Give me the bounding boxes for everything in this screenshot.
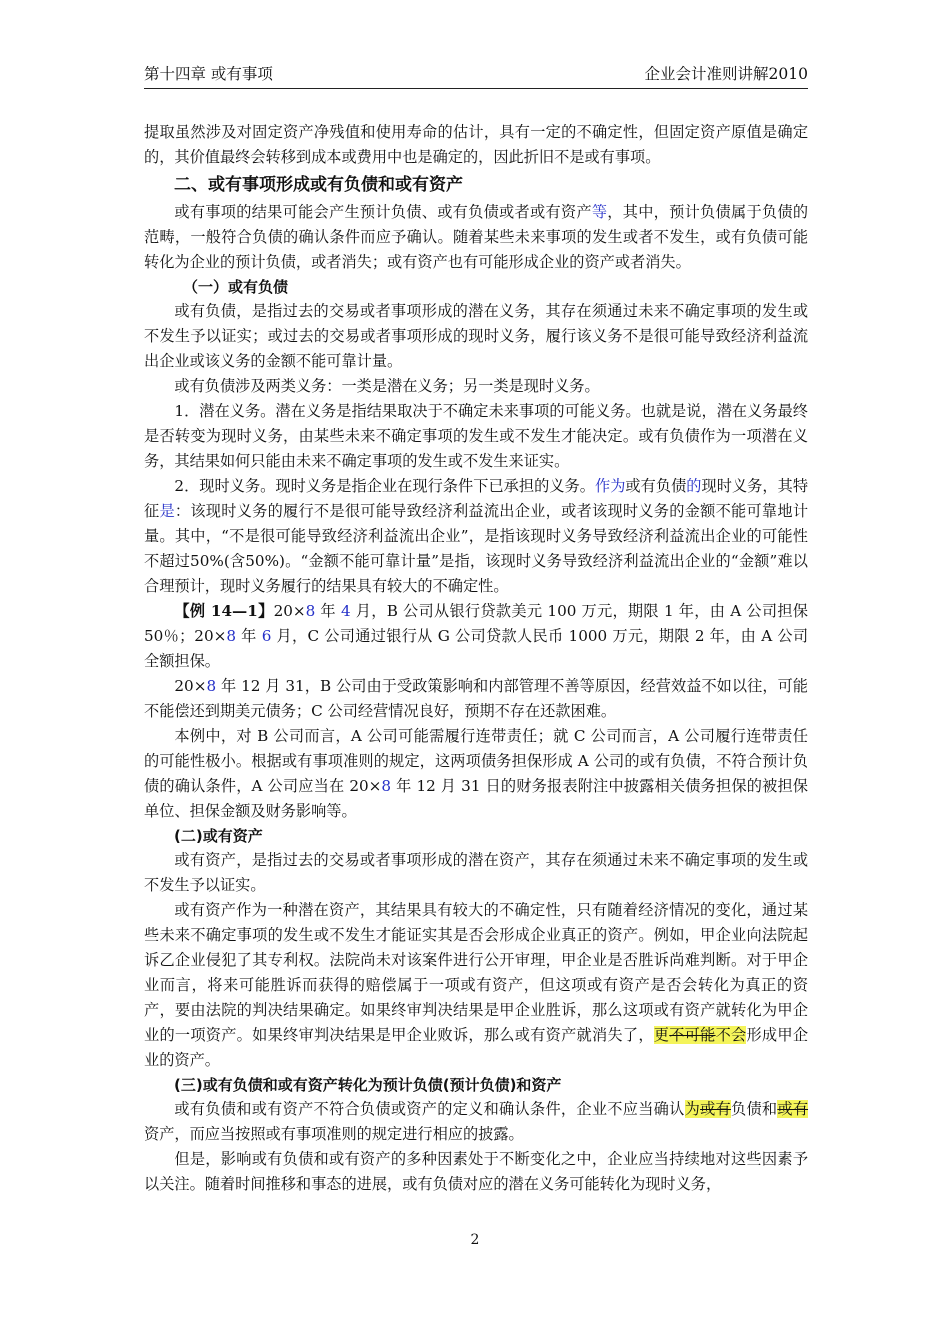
example-label: 【例 14—1】 <box>174 602 274 620</box>
revision-insert: 是 <box>159 502 175 520</box>
revision-insert: 的 <box>686 477 702 495</box>
revision-insert: 作为 <box>594 477 626 495</box>
paragraph: 或有资产，是指过去的交易或者事项形成的潜在资产，其存在须通过未来不确定事项的发生或不发生予以证实。 <box>144 851 808 894</box>
highlighted-revision: 或有 <box>777 1100 809 1118</box>
paragraph: 20×8 年 12 月 31，B 公司由于受政策影响和内部管理不善等原因，经营效益不如以往，可能不能偿还到期美元债务；C 公司经营情况良好，预期不存在还款困难。 <box>144 677 808 720</box>
revision-insert: 等 <box>591 203 608 221</box>
paragraph: 1．潜在义务。潜在义务是指结果取决于不确定未来事项的可能义务。也就是说，潜在义务最终是否转变为现时义务，由某些未来不确定事项的发生或不发生才能决定。或有负债作为一项潜在义务，其结果如何只能由未来不确定事项的发生或不发生来证实。 <box>144 402 808 470</box>
example-paragraph: 【例 14—1】20×8 年 4 月，B 公司从银行贷款美元 100 万元，期限 1 年，由 A 公司担保 50％；20×8 年 6 月，C 公司通过银行从 G 公司贷款人民币 1000 万元，期限 2 年，由 A 公司全额担保。 <box>144 602 809 670</box>
subsection-heading: (三)或有负债和或有资产转化为预计负债(预计负债)和资产 <box>174 1076 562 1094</box>
paragraph: 2．现时义务。现时义务是指企业在现行条件下已承担的义务。作为或有负债的现时义务，其特征是：该现时义务的履行不是很可能导致经济利益流出企业，或者该现时义务的金额不能可靠地计量。其中，“不是很可能导致经济利益流出企业”，是指该现时义务导致经济利益流出企业的可能性不超过50%(含50%)。“金额不能可靠计量”是指，该现时义务导致经济利益流出企业的“金额”难以合理预计，现时义务履行的结果具有较大的不确定性。 <box>144 477 809 595</box>
paragraph: 提取虽然涉及对固定资产净残值和使用寿命的估计，具有一定的不确定性，但固定资产原值是确定的，其价值最终会转移到成本或费用中也是确定的，因此折旧不是或有事项。 <box>144 123 808 166</box>
page-header <box>144 60 808 89</box>
paragraph: 或有事项的结果可能会产生预计负债、或有负债或者或有资产等，其中，预计负债属于负债的范畴，一般符合负债的确认条件而应予确认。随着某些未来事项的发生或者不发生，或有负债可能转化为企业的预计负债，或者消失；或有资产也有可能形成企业的资产或者消失。 <box>144 203 809 271</box>
chapter-title: 第十四章 或有事项 <box>144 65 273 83</box>
page-number: 2 <box>470 1232 480 1248</box>
subsection-heading: (二)或有资产 <box>174 827 263 845</box>
paragraph: 或有负债和或有资产不符合负债或资产的定义和确认条件，企业不应当确认为或有负债和或有资产，而应当按照或有事项准则的规定进行相应的披露。 <box>144 1100 809 1143</box>
paragraph: 或有负债，是指过去的交易或者事项形成的潜在义务，其存在须通过未来不确定事项的发生或不发生予以证实；或过去的交易或者事项形成的现时义务，履行该义务不是很可能导致经济利益流出企业或该义务的金额不能可靠计量。 <box>144 302 808 370</box>
paragraph: 本例中，对 B 公司而言，A 公司可能需履行连带责任；就 C 公司而言，A 公司履行连带责任的可能性极小。根据或有事项准则的规定，这两项债务担保形成 A 公司的或有负债，不符合预计负债的确认条件，A 公司应当在 20×8 年 12 月 31 日的财务报表附注中披露相关债务担保的被担保单位、担保金额及财务影响等。 <box>144 727 808 820</box>
paragraph: 但是，影响或有负债和或有资产的多种因素处于不断变化之中，企业应当持续地对这些因素予以关注。随着时间推移和事态的进展，或有负债对应的潜在义务可能转化为现时义务， <box>144 1150 808 1193</box>
page-body <box>144 120 808 1197</box>
paragraph: 或有负债涉及两类义务：一类是潜在义务；另一类是现时义务。 <box>174 377 600 395</box>
paragraph: 或有资产作为一种潜在资产，其结果具有较大的不确定性，只有随着经济情况的变化，通过某些未来不确定事项的发生或不发生才能证实其是否会形成企业真正的资产。例如，甲企业向法院起诉乙企业侵犯了其专利权。法院尚未对该案件进行公开审理，甲企业是否胜诉尚难判断。对于甲企业而言，将来可能胜诉而获得的赔偿属于一项或有资产，但这项或有资产是否会转化为真正的资产，要由法院的判决结果确定。如果终审判决结果是甲企业胜诉，那么这项或有资产就转化为甲企业的一项资产。如果终审判决结果是甲企业败诉，那么或有资产就消失了，更不可能不会形成甲企业的资产。 <box>144 901 809 1069</box>
highlighted-revision: 为或有 <box>684 1100 731 1118</box>
subsection-heading: （一）或有负债 <box>183 278 289 296</box>
section-heading: 二、或有事项形成或有负债和或有资产 <box>174 175 463 195</box>
highlighted-revision: 更不可能不会 <box>653 1026 747 1044</box>
book-title: 企业会计准则讲解2010 <box>644 65 808 83</box>
